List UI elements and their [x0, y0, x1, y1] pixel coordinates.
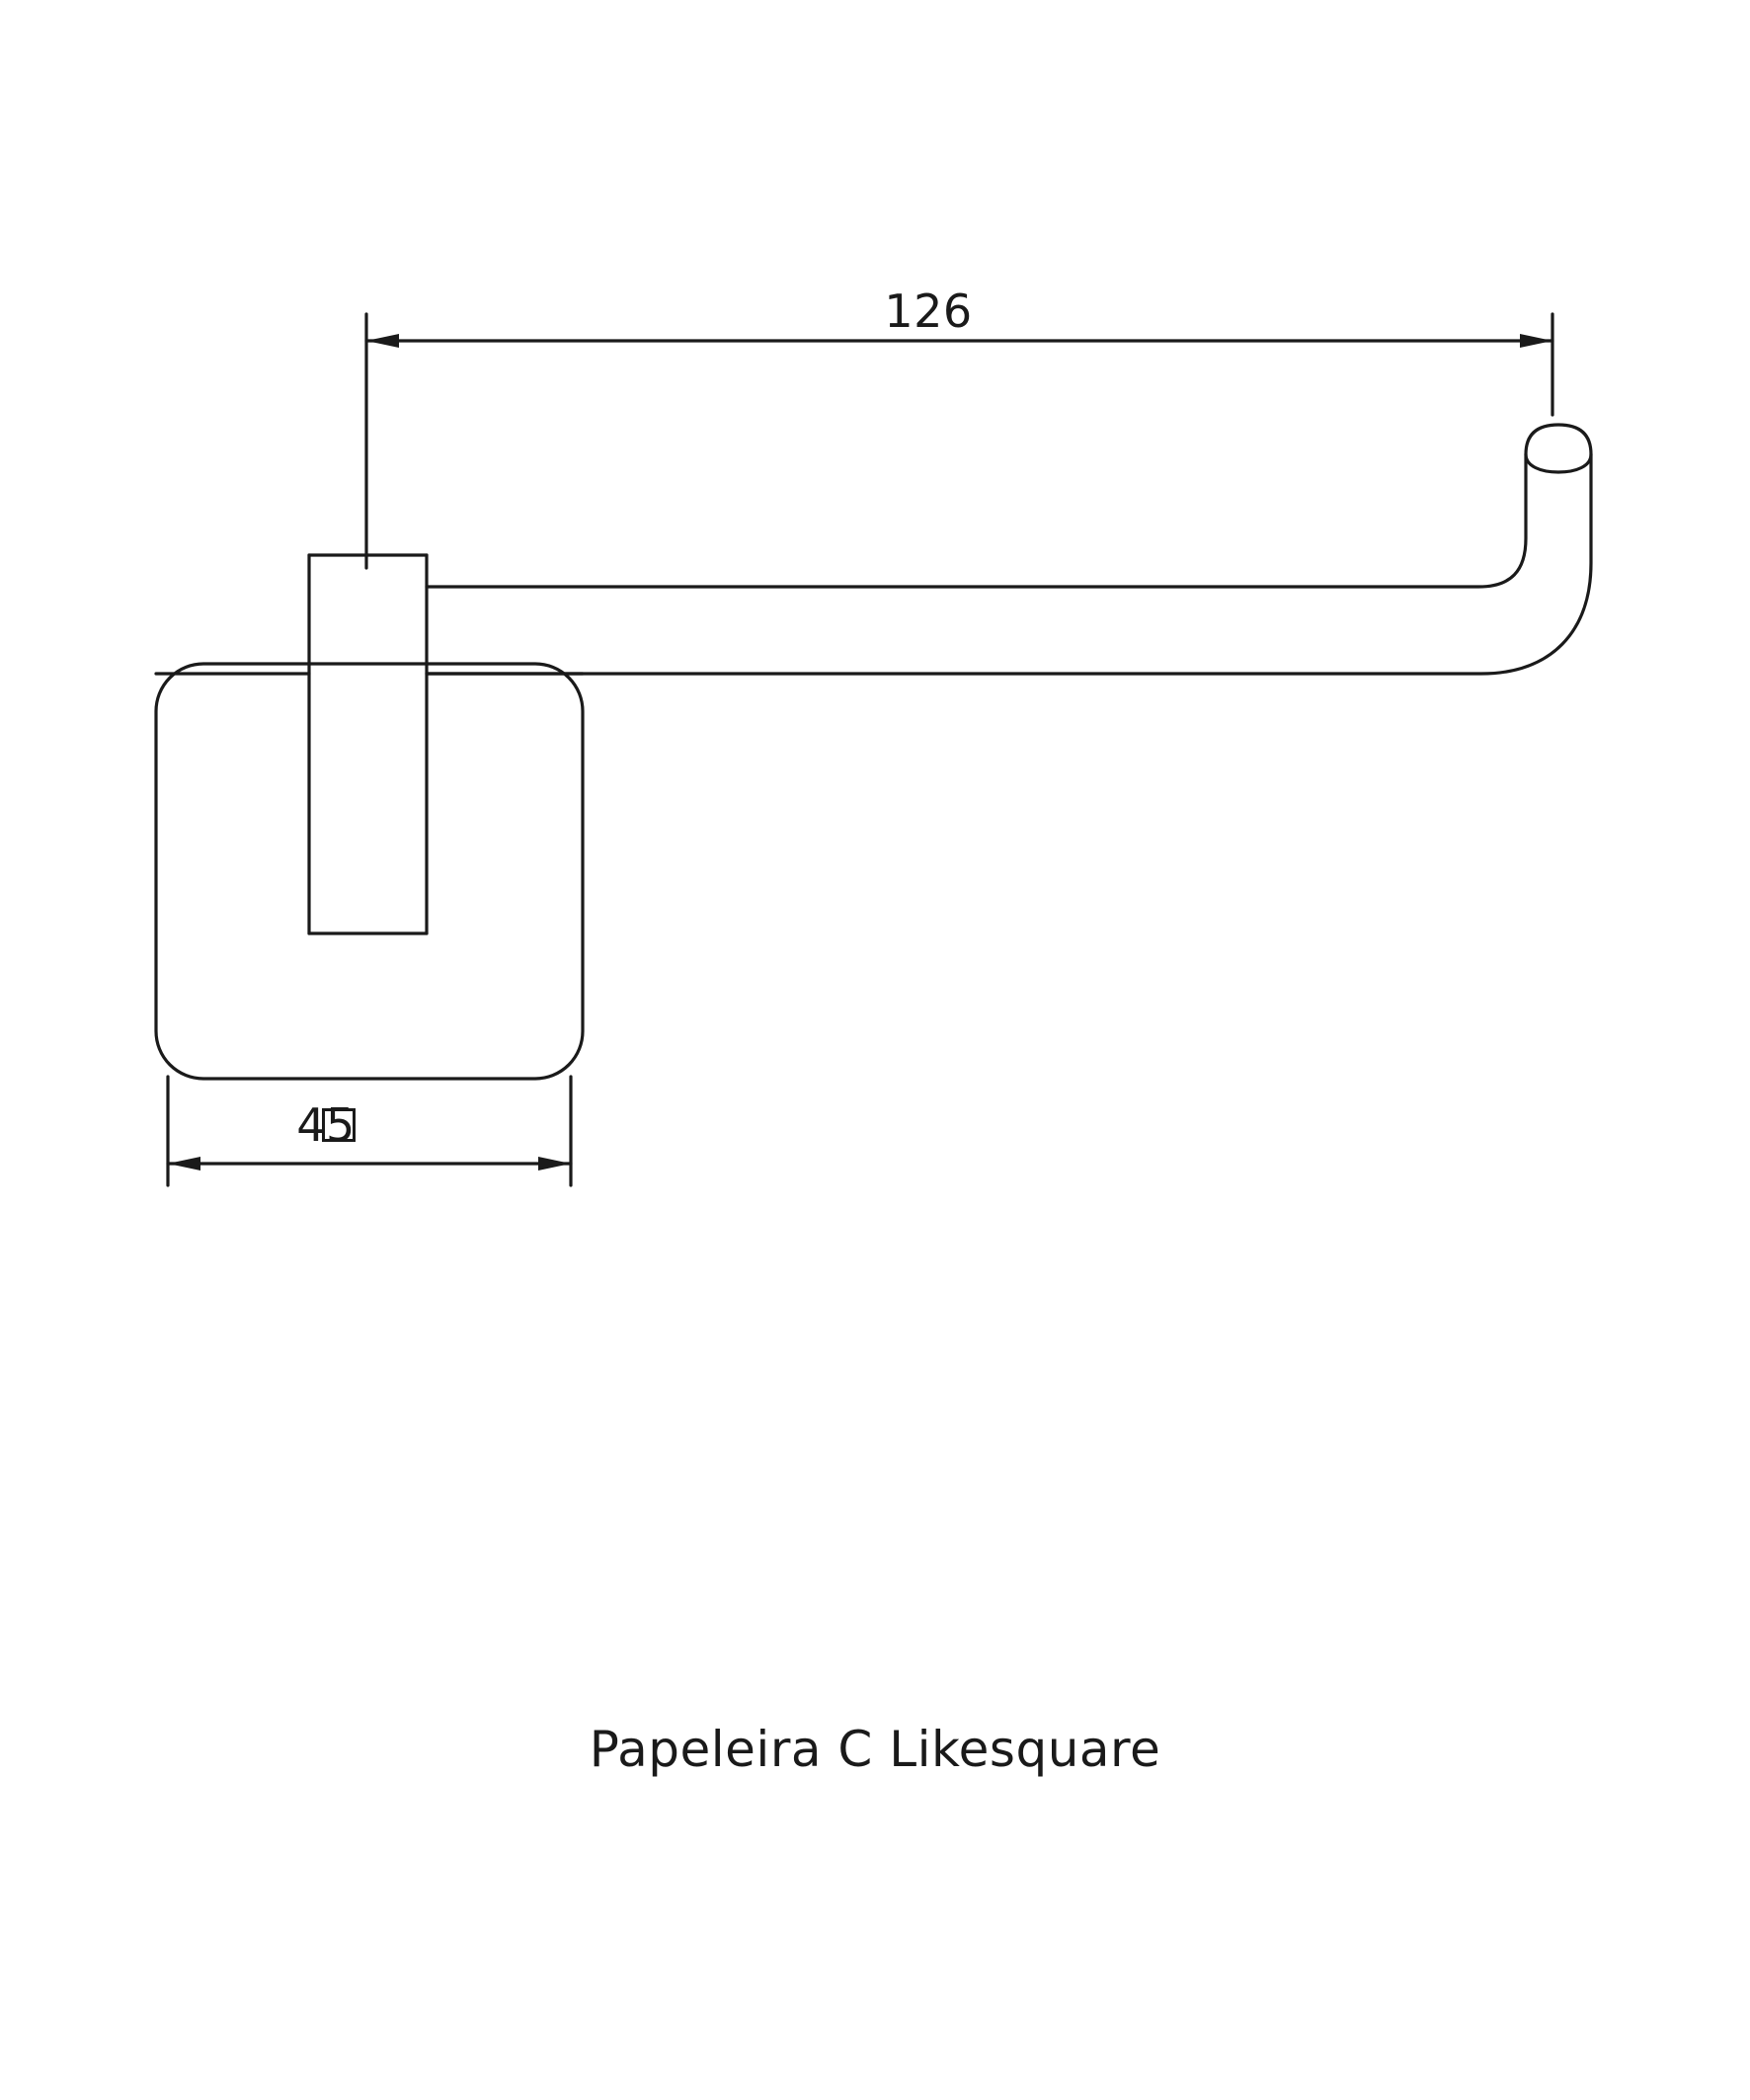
dimension-45: [168, 1077, 571, 1185]
dimension-label-width: 126: [884, 284, 973, 338]
vertical-post: [309, 555, 427, 933]
wall-plate-rounded-square: [156, 664, 583, 1079]
arrowhead-left-bottom: [168, 1157, 200, 1171]
arm-tip-cap: [1526, 454, 1591, 472]
arrowhead-right: [1520, 334, 1552, 348]
arrowhead-right-bottom: [538, 1157, 571, 1171]
paper-holder-arm: [427, 425, 1591, 674]
dimension-126: [366, 314, 1552, 568]
drawing-caption: Papeleira C Likesquare: [589, 1721, 1161, 1778]
arrowhead-left: [366, 334, 399, 348]
dimension-label-square: 45: [296, 1098, 356, 1152]
